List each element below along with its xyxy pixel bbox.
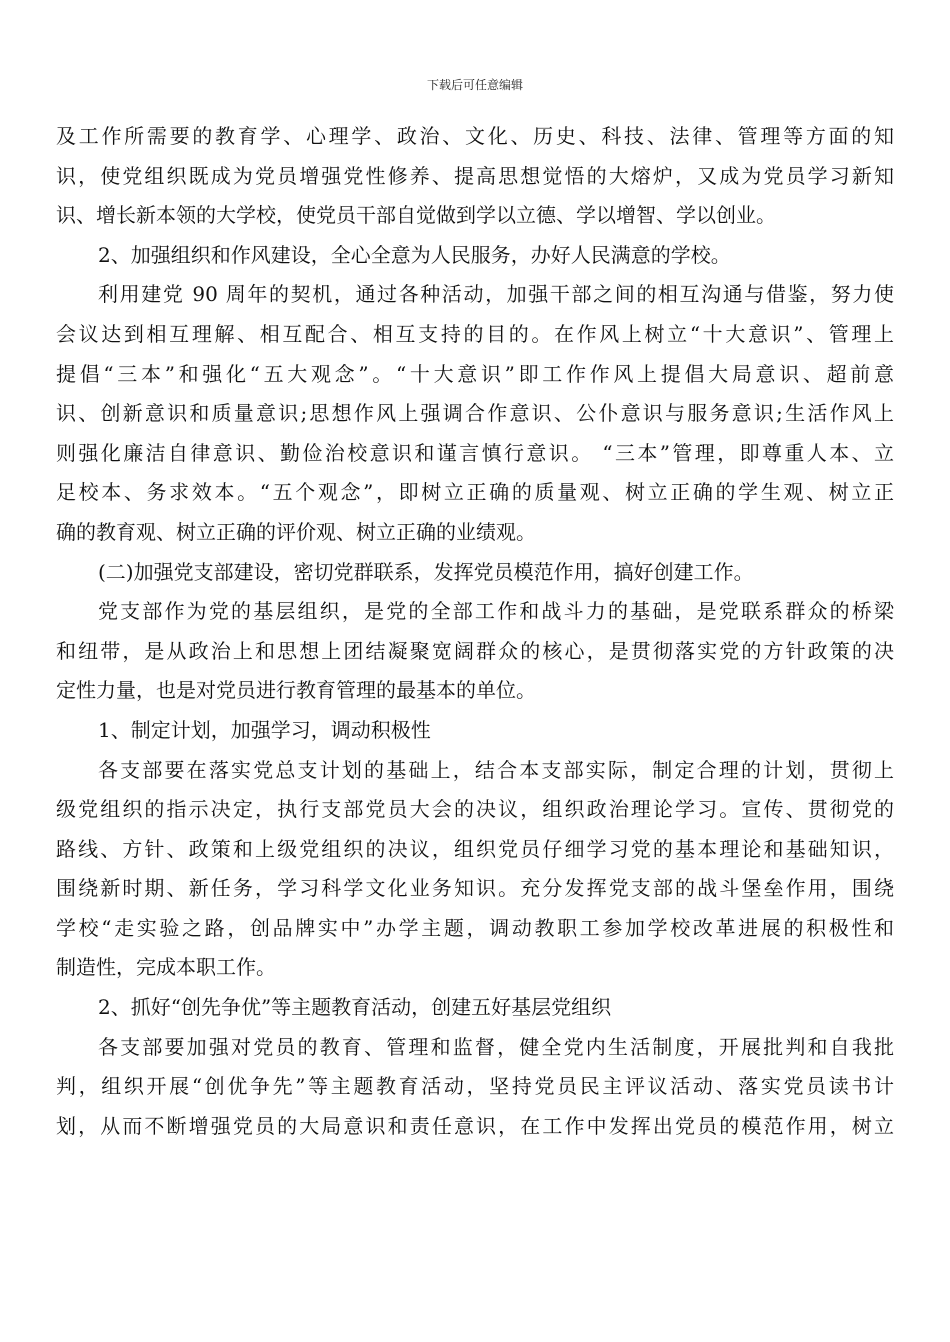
- page-header: 下载后可任意编辑: [426, 78, 523, 92]
- text-line: 和纽带，是从政治上和思想上团结凝聚宽阔群众的核心，是贯彻落实党的方针政策的决: [56, 638, 894, 663]
- section-heading: 2、加强组织和作风建设，全心全意为人民服务，办好人民满意的学校。: [98, 242, 731, 267]
- text-line: 判，组织开展“创优争先”等主题教育活动，坚持党员民主评议活动、落实党员读书计: [56, 1074, 894, 1099]
- text-line: 制造性，完成本职工作。: [56, 955, 276, 980]
- text-line: 确的教育观、树立正确的评价观、树立正确的业绩观。: [56, 519, 536, 544]
- text-line: 足校本、务求效本。“五个观念”，即树立正确的质量观、树立正确的学生观、树立正: [56, 480, 894, 505]
- text-line: 识、增长新本领的大学校，使党员干部自觉做到学以立德、学以增智、学以创业。: [56, 203, 776, 228]
- document-body: [56, 117, 894, 1146]
- text-line: 会议达到相互理解、相互配合、相互支持的目的。在作风上树立“十大意识”、管理上: [56, 321, 894, 346]
- text-line: 各支部要在落实党总支计划的基础上，结合本支部实际，制定合理的计划，贯彻上: [98, 757, 894, 782]
- section-heading: (二)加强党支部建设，密切党群联系，发挥党员模范作用，搞好创建工作。: [98, 559, 754, 584]
- section-heading: 2、抓好“创先争优”等主题教育活动，创建五好基层党组织: [98, 995, 612, 1020]
- text-line: 利用建党 90 周年的契机，通过各种活动，加强干部之间的相互沟通与借鉴，努力使: [98, 282, 894, 307]
- text-line: 提倡“三本”和强化“五大观念”。“十大意识”即工作作风上提倡大局意识、超前意: [56, 361, 894, 386]
- text-line: 路线、方针、政策和上级党组织的决议，组织党员仔细学习党的基本理论和基础知识，: [56, 836, 894, 861]
- text-line: 及工作所需要的教育学、心理学、政治、文化、历史、科技、法律、管理等方面的知: [56, 124, 894, 148]
- text-line: 定性力量，也是对党员进行教育管理的最基本的单位。: [56, 678, 536, 703]
- text-line: 围绕新时期、新任务，学习科学文化业务知识。充分发挥党支部的战斗堡垒作用，围绕: [56, 876, 894, 901]
- text-line: 则强化廉洁自律意识、勤俭治校意识和谨言慎行意识。 “三本”管理，即尊重人本、立: [56, 440, 894, 465]
- text-line: 各支部要加强对党员的教育、管理和监督，健全党内生活制度，开展批判和自我批: [98, 1034, 894, 1059]
- text-line: 级党组织的指示决定，执行支部党员大会的决议，组织政治理论学习。宣传、贯彻党的: [56, 797, 894, 822]
- text-line: 党支部作为党的基层组织，是党的全部工作和战斗力的基础，是党联系群众的桥梁: [98, 599, 894, 624]
- text-line: 划，从而不断增强党员的大局意识和责任意识，在工作中发挥出党员的模范作用，树立: [56, 1113, 894, 1138]
- section-heading: 1、制定计划，加强学习，调动积极性: [98, 717, 431, 742]
- text-line: 识，使党组织既成为党员增强党性修养、提高思想觉悟的大熔炉，又成为党员学习新知: [56, 163, 894, 188]
- text-line: 学校“走实验之路，创品牌实中”办学主题，调动教职工参加学校改革进展的积极性和: [56, 915, 894, 940]
- text-line: 识、创新意识和质量意识;思想作风上强调合作意识、公仆意识与服务意识;生活作风上: [56, 401, 894, 426]
